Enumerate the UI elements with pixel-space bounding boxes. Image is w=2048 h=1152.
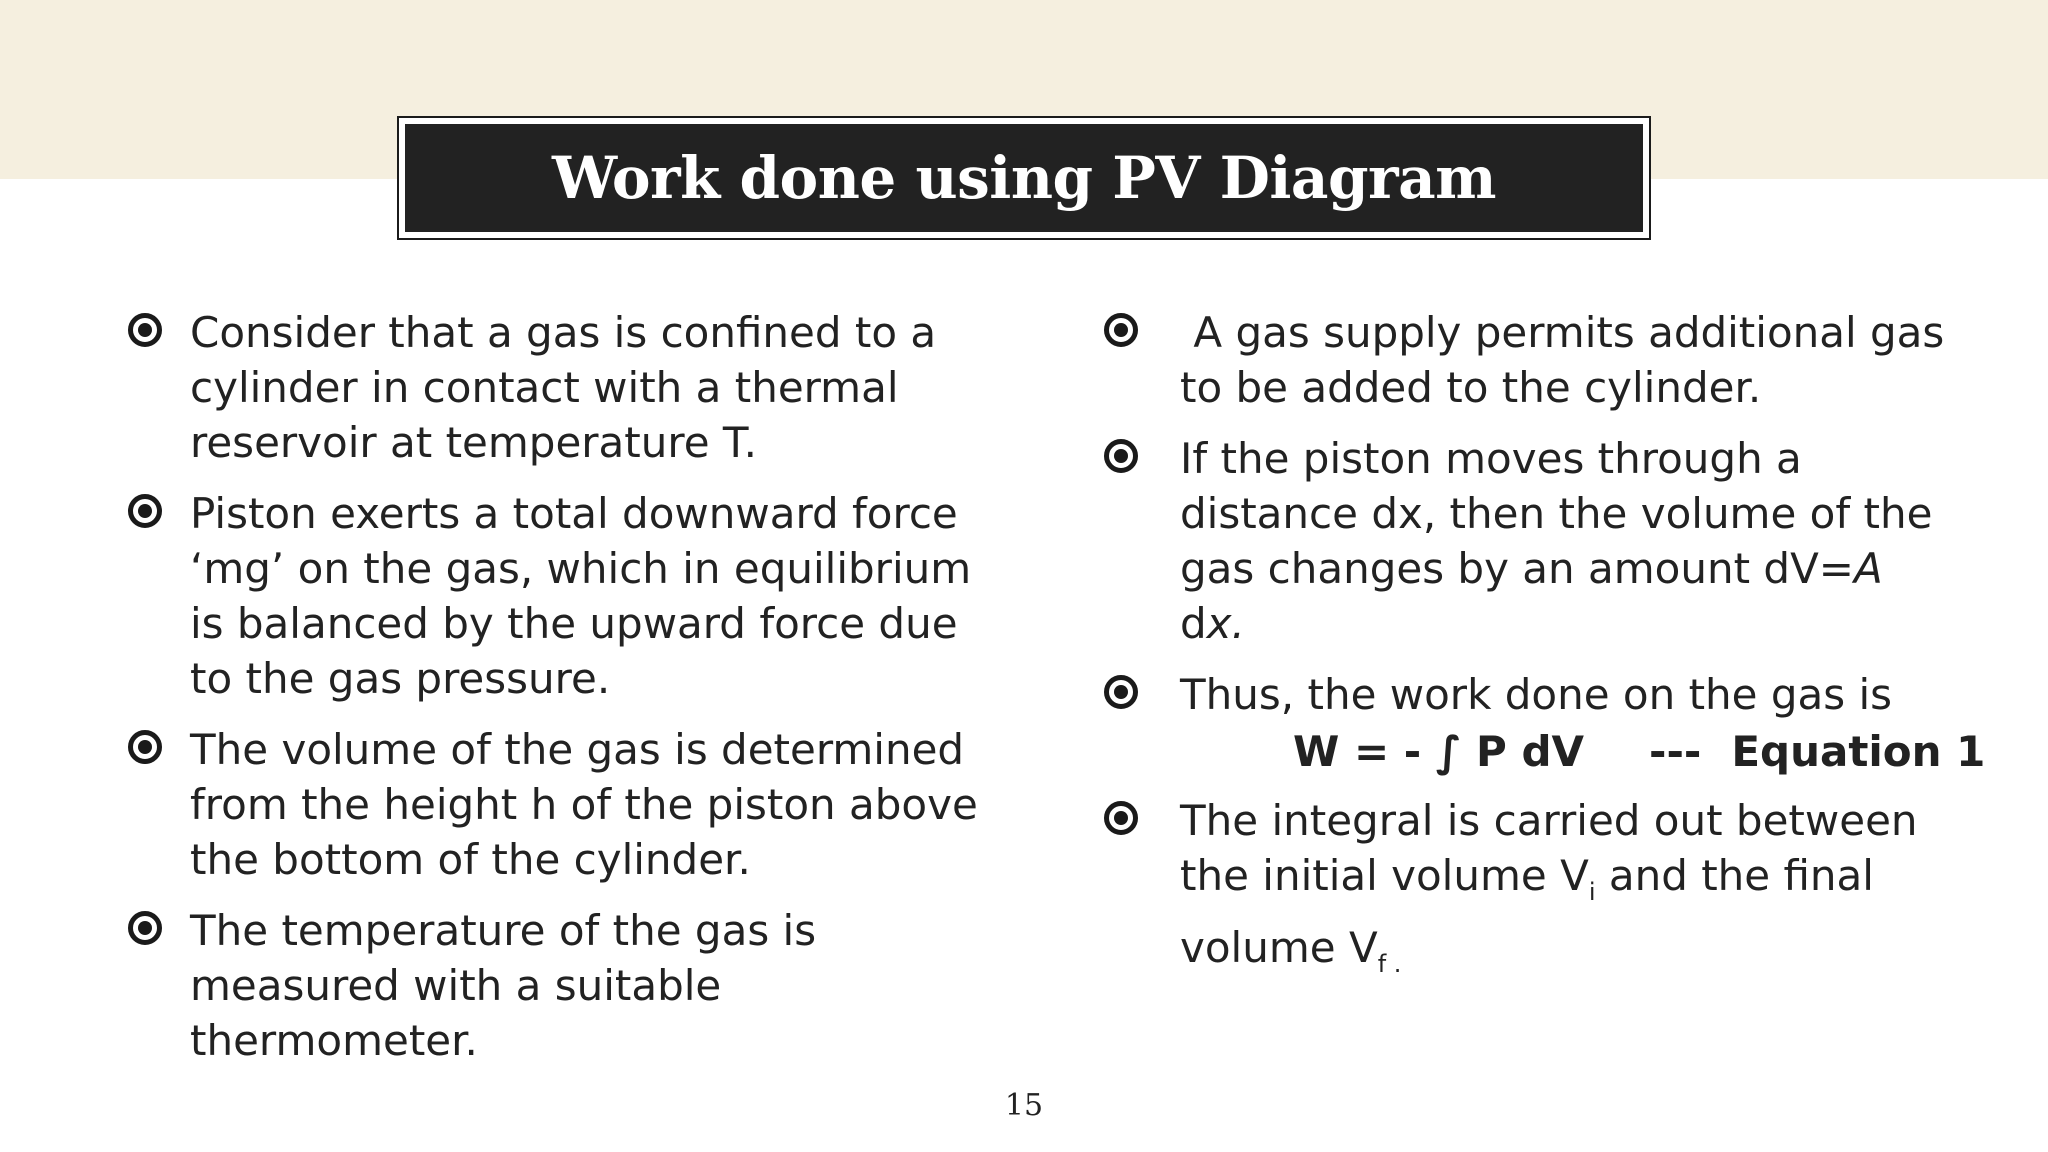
bullet-item xyxy=(125,722,995,887)
bullet-text-part: and the final volume V xyxy=(1180,851,1888,972)
bullet-text-part: , then the volume of the gas changes by an amount dV= xyxy=(1180,489,1933,593)
page-number: 15 xyxy=(1004,1088,1044,1123)
radio-bullet-icon xyxy=(1104,439,1138,473)
bullet-text-part: d xyxy=(1180,544,1897,648)
bullet-text: The volume of the gas is determined from the height h of the piston above the bottom of the cylinder. xyxy=(190,725,978,884)
variable-x: x. xyxy=(1206,599,1245,648)
bullet-item xyxy=(125,903,995,1068)
bullet-item xyxy=(1100,431,1950,651)
slide-title: Work done using PV Diagram xyxy=(551,144,1497,212)
radio-bullet-icon xyxy=(128,911,162,945)
subscript-i: i xyxy=(1588,878,1596,906)
bullet-text-part: The integral is carried out between the initial volume V xyxy=(1180,796,1918,900)
variable-a: A xyxy=(1854,544,1883,593)
bullet-item xyxy=(1100,793,1950,992)
variable-x: x xyxy=(1397,489,1423,538)
bullet-item xyxy=(125,305,995,470)
equation-separator: --- xyxy=(1649,727,1702,776)
bullet-item xyxy=(1100,667,1950,722)
equation-label: Equation 1 xyxy=(1731,727,1986,776)
title-box xyxy=(405,124,1643,232)
bullet-text: Piston exerts a total downward force ‘mg’ on the gas, which in equilibrium is balanced by the upward force due to the gas pressure. xyxy=(190,489,972,703)
radio-bullet-icon xyxy=(1104,801,1138,835)
bullet-text: Thus, the work done on the gas is xyxy=(1180,670,1893,719)
equation xyxy=(1100,724,1986,779)
bullet-text: The temperature of the gas is measured with a suitable thermometer. xyxy=(190,906,817,1065)
radio-bullet-icon xyxy=(1104,313,1138,347)
radio-bullet-icon xyxy=(128,494,162,528)
left-column xyxy=(125,305,995,1084)
subscript-f: f . xyxy=(1377,950,1402,978)
radio-bullet-icon xyxy=(128,730,162,764)
bullet-text-part: If the piston moves through a distance d xyxy=(1180,434,1802,538)
bullet-item xyxy=(125,486,995,706)
bullet-text: Consider that a gas is confined to a cylinder in contact with a thermal reservoir at temperature T. xyxy=(190,308,937,467)
bullet-item xyxy=(1100,305,1958,415)
title-frame xyxy=(397,116,1651,240)
right-column xyxy=(1100,305,1986,1008)
equation-formula: W = - ∫ P dV xyxy=(1293,727,1585,776)
radio-bullet-icon xyxy=(1104,675,1138,709)
radio-bullet-icon xyxy=(128,313,162,347)
bullet-text: A gas supply permits additional gas to be added to the cylinder. xyxy=(1180,308,1958,412)
